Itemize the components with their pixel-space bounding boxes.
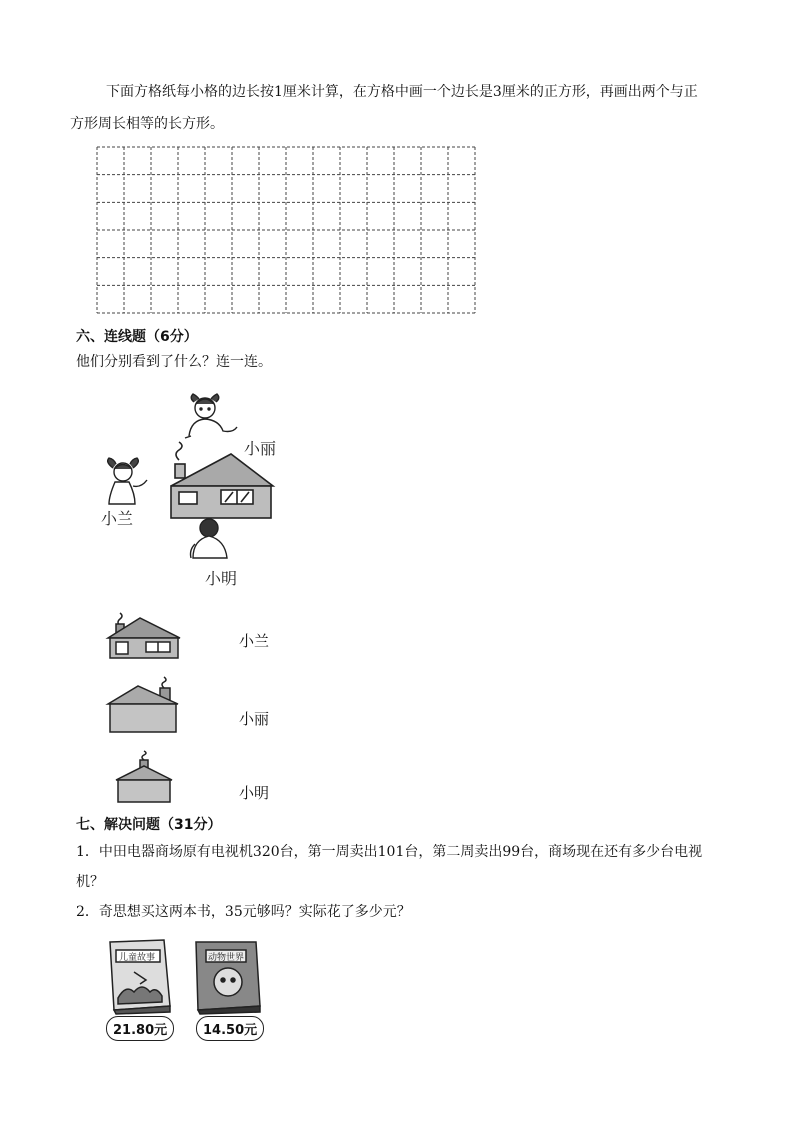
book-1-image — [104, 936, 174, 1016]
section-7-heading: 七、解决问题（31分） — [76, 817, 222, 833]
section-6-heading: 六、连线题（6分） — [76, 329, 198, 345]
book-1-title: 儿童故事 — [119, 953, 156, 963]
name-xiaoli-label: 小丽 — [244, 439, 277, 458]
problem-1-line1: 1．中田电器商场原有电视机320台，第一周卖出101台，第二周卖出99台，商场现在还有多少台电视 — [76, 844, 703, 860]
book-2-title: 动物世界 — [208, 953, 245, 963]
girl-xiaolan-figure — [108, 458, 147, 504]
option-label-1[interactable]: 小兰 — [239, 632, 270, 650]
scene-house-kids — [95, 388, 295, 588]
book-1-price: 21.80元 — [106, 1016, 174, 1041]
q5-line2: 方形周长相等的长方形。 — [70, 116, 224, 132]
option-house-front-left[interactable] — [106, 612, 184, 662]
book-2-image — [190, 936, 266, 1016]
section-6-instruction: 他们分别看到了什么？连一连。 — [76, 354, 272, 370]
girl-xiaoli-figure — [185, 394, 237, 438]
name-xiaoming-label: 小明 — [205, 569, 238, 588]
name-xiaolan-label: 小兰 — [101, 509, 134, 528]
option-house-back-small[interactable] — [112, 752, 178, 806]
grid-paper[interactable] — [96, 146, 476, 314]
problem-2: 2．奇思想买这两本书，35元够吗？实际花了多少元？ — [76, 904, 411, 920]
option-label-2[interactable]: 小丽 — [239, 710, 270, 728]
option-label-3[interactable]: 小明 — [239, 784, 270, 802]
problem-1-line2: 机？ — [76, 874, 104, 890]
q5-line1: 下面方格纸每小格的边长按1厘米计算，在方格中画一个边长是3厘米的正方形，再画出两个与正 — [106, 84, 698, 100]
boy-xiaoming-figure — [191, 519, 228, 558]
book-2-price: 14.50元 — [196, 1016, 264, 1041]
option-house-side-roof[interactable] — [106, 680, 184, 736]
